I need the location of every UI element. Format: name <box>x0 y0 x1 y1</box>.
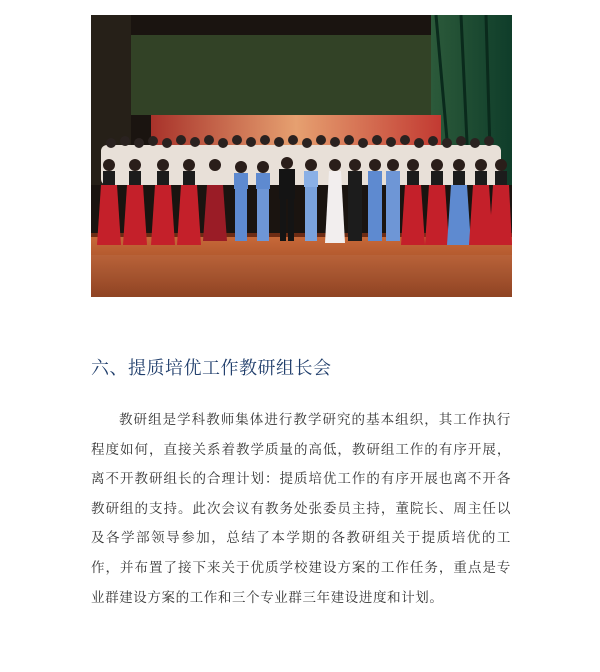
article-paragraph: 教研组是学科教师集体进行教学研究的基本组织，其工作执行程度如何，直接关系着教学质量的高低，教研组工作的有序开展，离不开教研组长的合理计划：提质培优工作的有序开展也离不开各教研组的支持。此次会议有教务处张委员主持，董院长、周主任以及各学部领导参加，总结了本学期的各教研组关于提质培优的工作，并布置了接下来关于优质学校建设方案的工作任务，重点是专业群建设方案的工作和三个专业群三年建设进度和计划。 <box>91 412 511 606</box>
section-heading: 六、提质培优工作教研组长会 <box>91 358 332 379</box>
stage-performance-photo <box>91 15 512 297</box>
